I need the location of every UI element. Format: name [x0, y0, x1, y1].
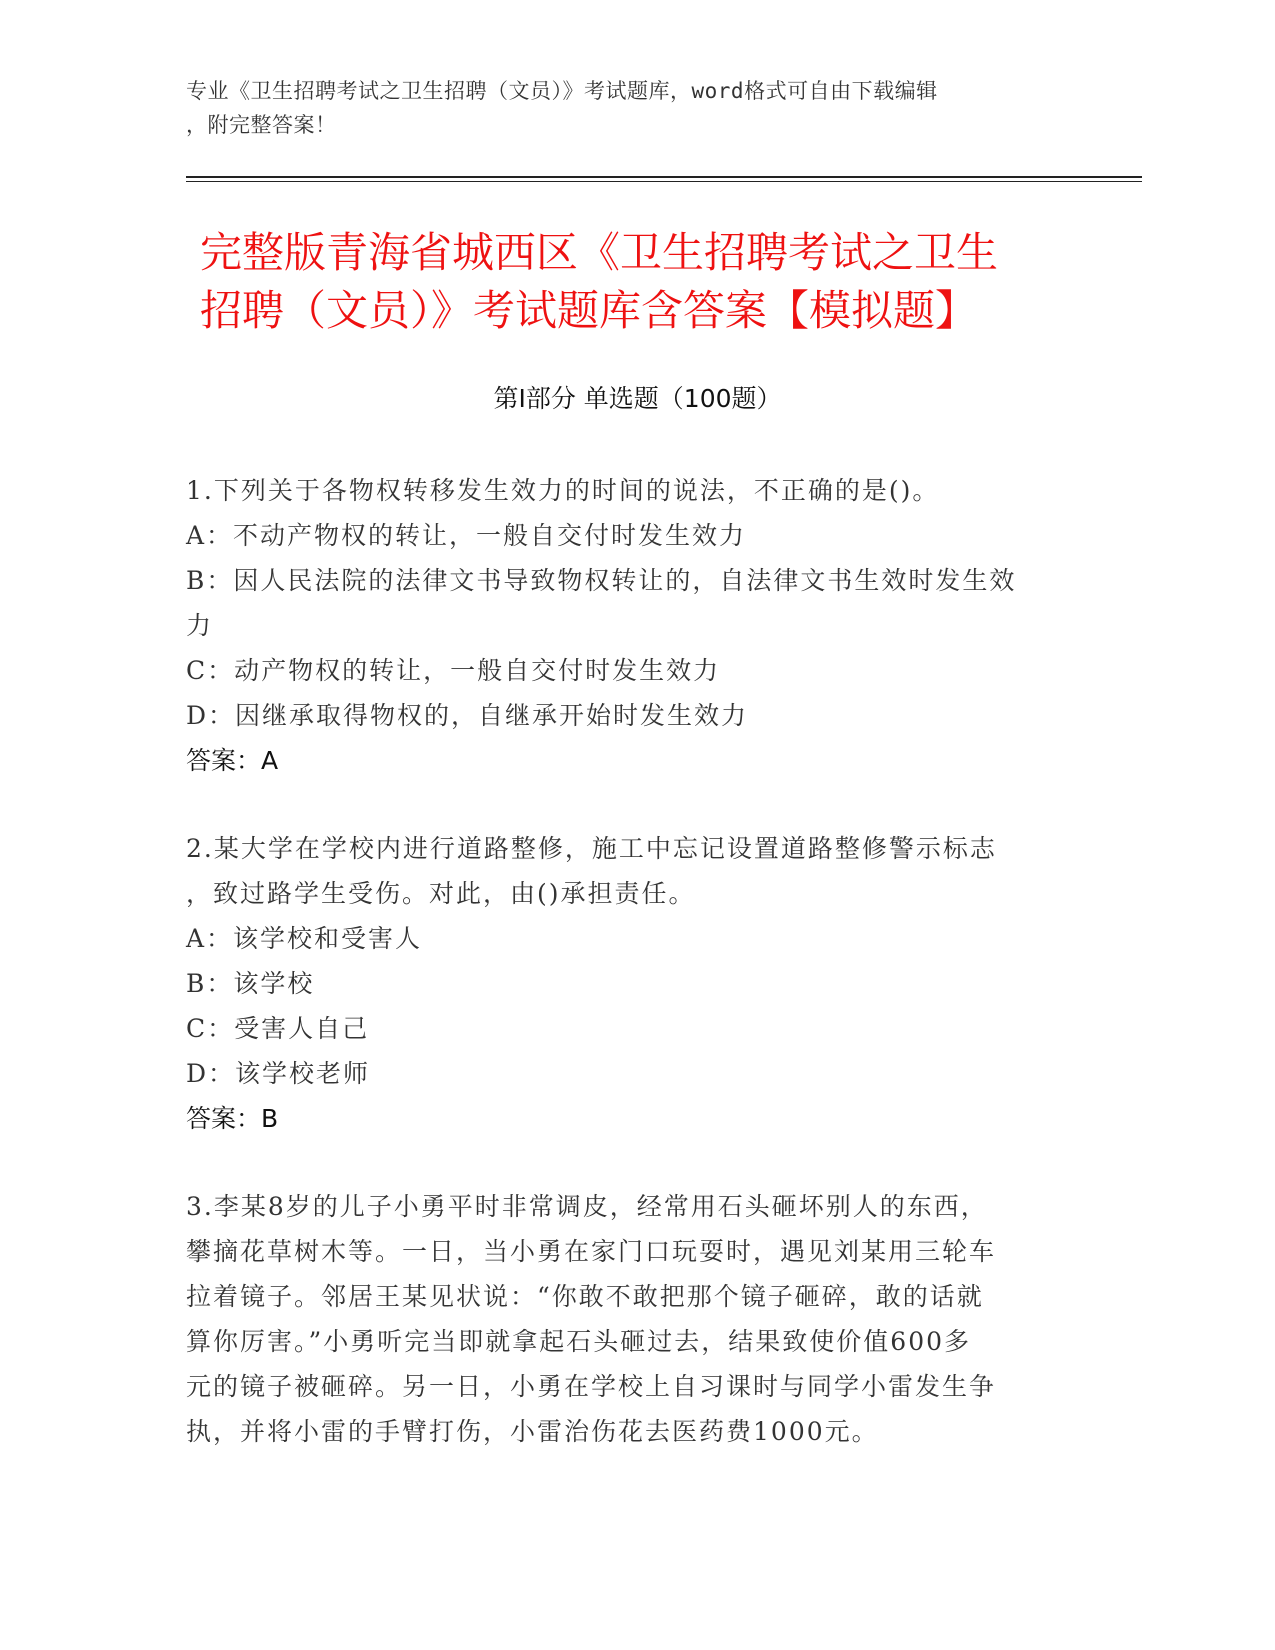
header-note-line-1: 专业《卫生招聘考试之卫生招聘（文员）》考试题库，word格式可自由下载编辑 [186, 79, 938, 103]
question-stem-line: ，致过路学生受伤。对此，由()承担责任。 [186, 879, 696, 908]
option-b: B：因人民法院的法律文书导致物权转让的，自法律文书生效时发生效 [186, 566, 1017, 595]
document-title-line-2: 招聘（文员）》考试题库含答案【模拟题】 [200, 286, 978, 335]
question-stem-line: 1.下列关于各物权转移发生效力的时间的说法，不正确的是()。 [186, 476, 940, 505]
question-stem-line: 元的镜子被砸碎。另一日，小勇在学校上自习课时与同学小雷发生争 [186, 1372, 997, 1401]
option-c: C：动产物权的转让，一般自交付时发生效力 [186, 656, 721, 685]
header-rule-thick [186, 176, 1142, 178]
question-stem-line: 2.某大学在学校内进行道路整修，施工中忘记设置道路整修警示标志 [186, 834, 997, 863]
question-stem-line: 3.李某8岁的儿子小勇平时非常调皮，经常用石头砸坏别人的东西， [186, 1192, 988, 1221]
question-stem-line: 攀摘花草树木等。一日，当小勇在家门口玩耍时，遇见刘某用三轮车 [186, 1237, 997, 1266]
question-3 [186, 1184, 1086, 1454]
question-1 [186, 468, 1086, 783]
option-a: A：不动产物权的转让，一般自交付时发生效力 [186, 521, 747, 550]
header-note [186, 74, 1066, 142]
question-2 [186, 826, 1086, 1141]
document-title [200, 224, 1100, 340]
header-note-line-2: ，附完整答案！ [186, 113, 337, 137]
option-a: A：该学校和受害人 [186, 924, 423, 953]
document-title-line-1: 完整版青海省城西区《卫生招聘考试之卫生 [200, 228, 999, 277]
question-stem-line: 执，并将小雷的手臂打伤，小雷治伤花去医药费1000元。 [186, 1417, 879, 1446]
question-spacer [186, 1141, 1086, 1184]
option-b: B：该学校 [186, 969, 315, 998]
question-list [186, 468, 1086, 1454]
question-stem-line: 拉着镜子。邻居王某见状说：“你敢不敢把那个镜子砸碎，敢的话就 [186, 1282, 984, 1311]
question-stem-line: 算你厉害。”小勇听完当即就拿起石头砸过去，结果致使价值600多 [186, 1327, 972, 1356]
option-b-continued: 力 [186, 611, 214, 640]
option-d: D：因继承取得物权的，自继承开始时发生效力 [186, 701, 749, 730]
answer-label: 答案：B [186, 1104, 279, 1133]
option-c: C：受害人自己 [186, 1014, 370, 1043]
section-heading: 第Ⅰ部分 单选题（100题） [493, 384, 782, 413]
answer-label: 答案：A [186, 746, 279, 775]
header-rule-thin [186, 181, 1142, 182]
option-d: D：该学校老师 [186, 1059, 371, 1088]
question-spacer [186, 783, 1086, 826]
